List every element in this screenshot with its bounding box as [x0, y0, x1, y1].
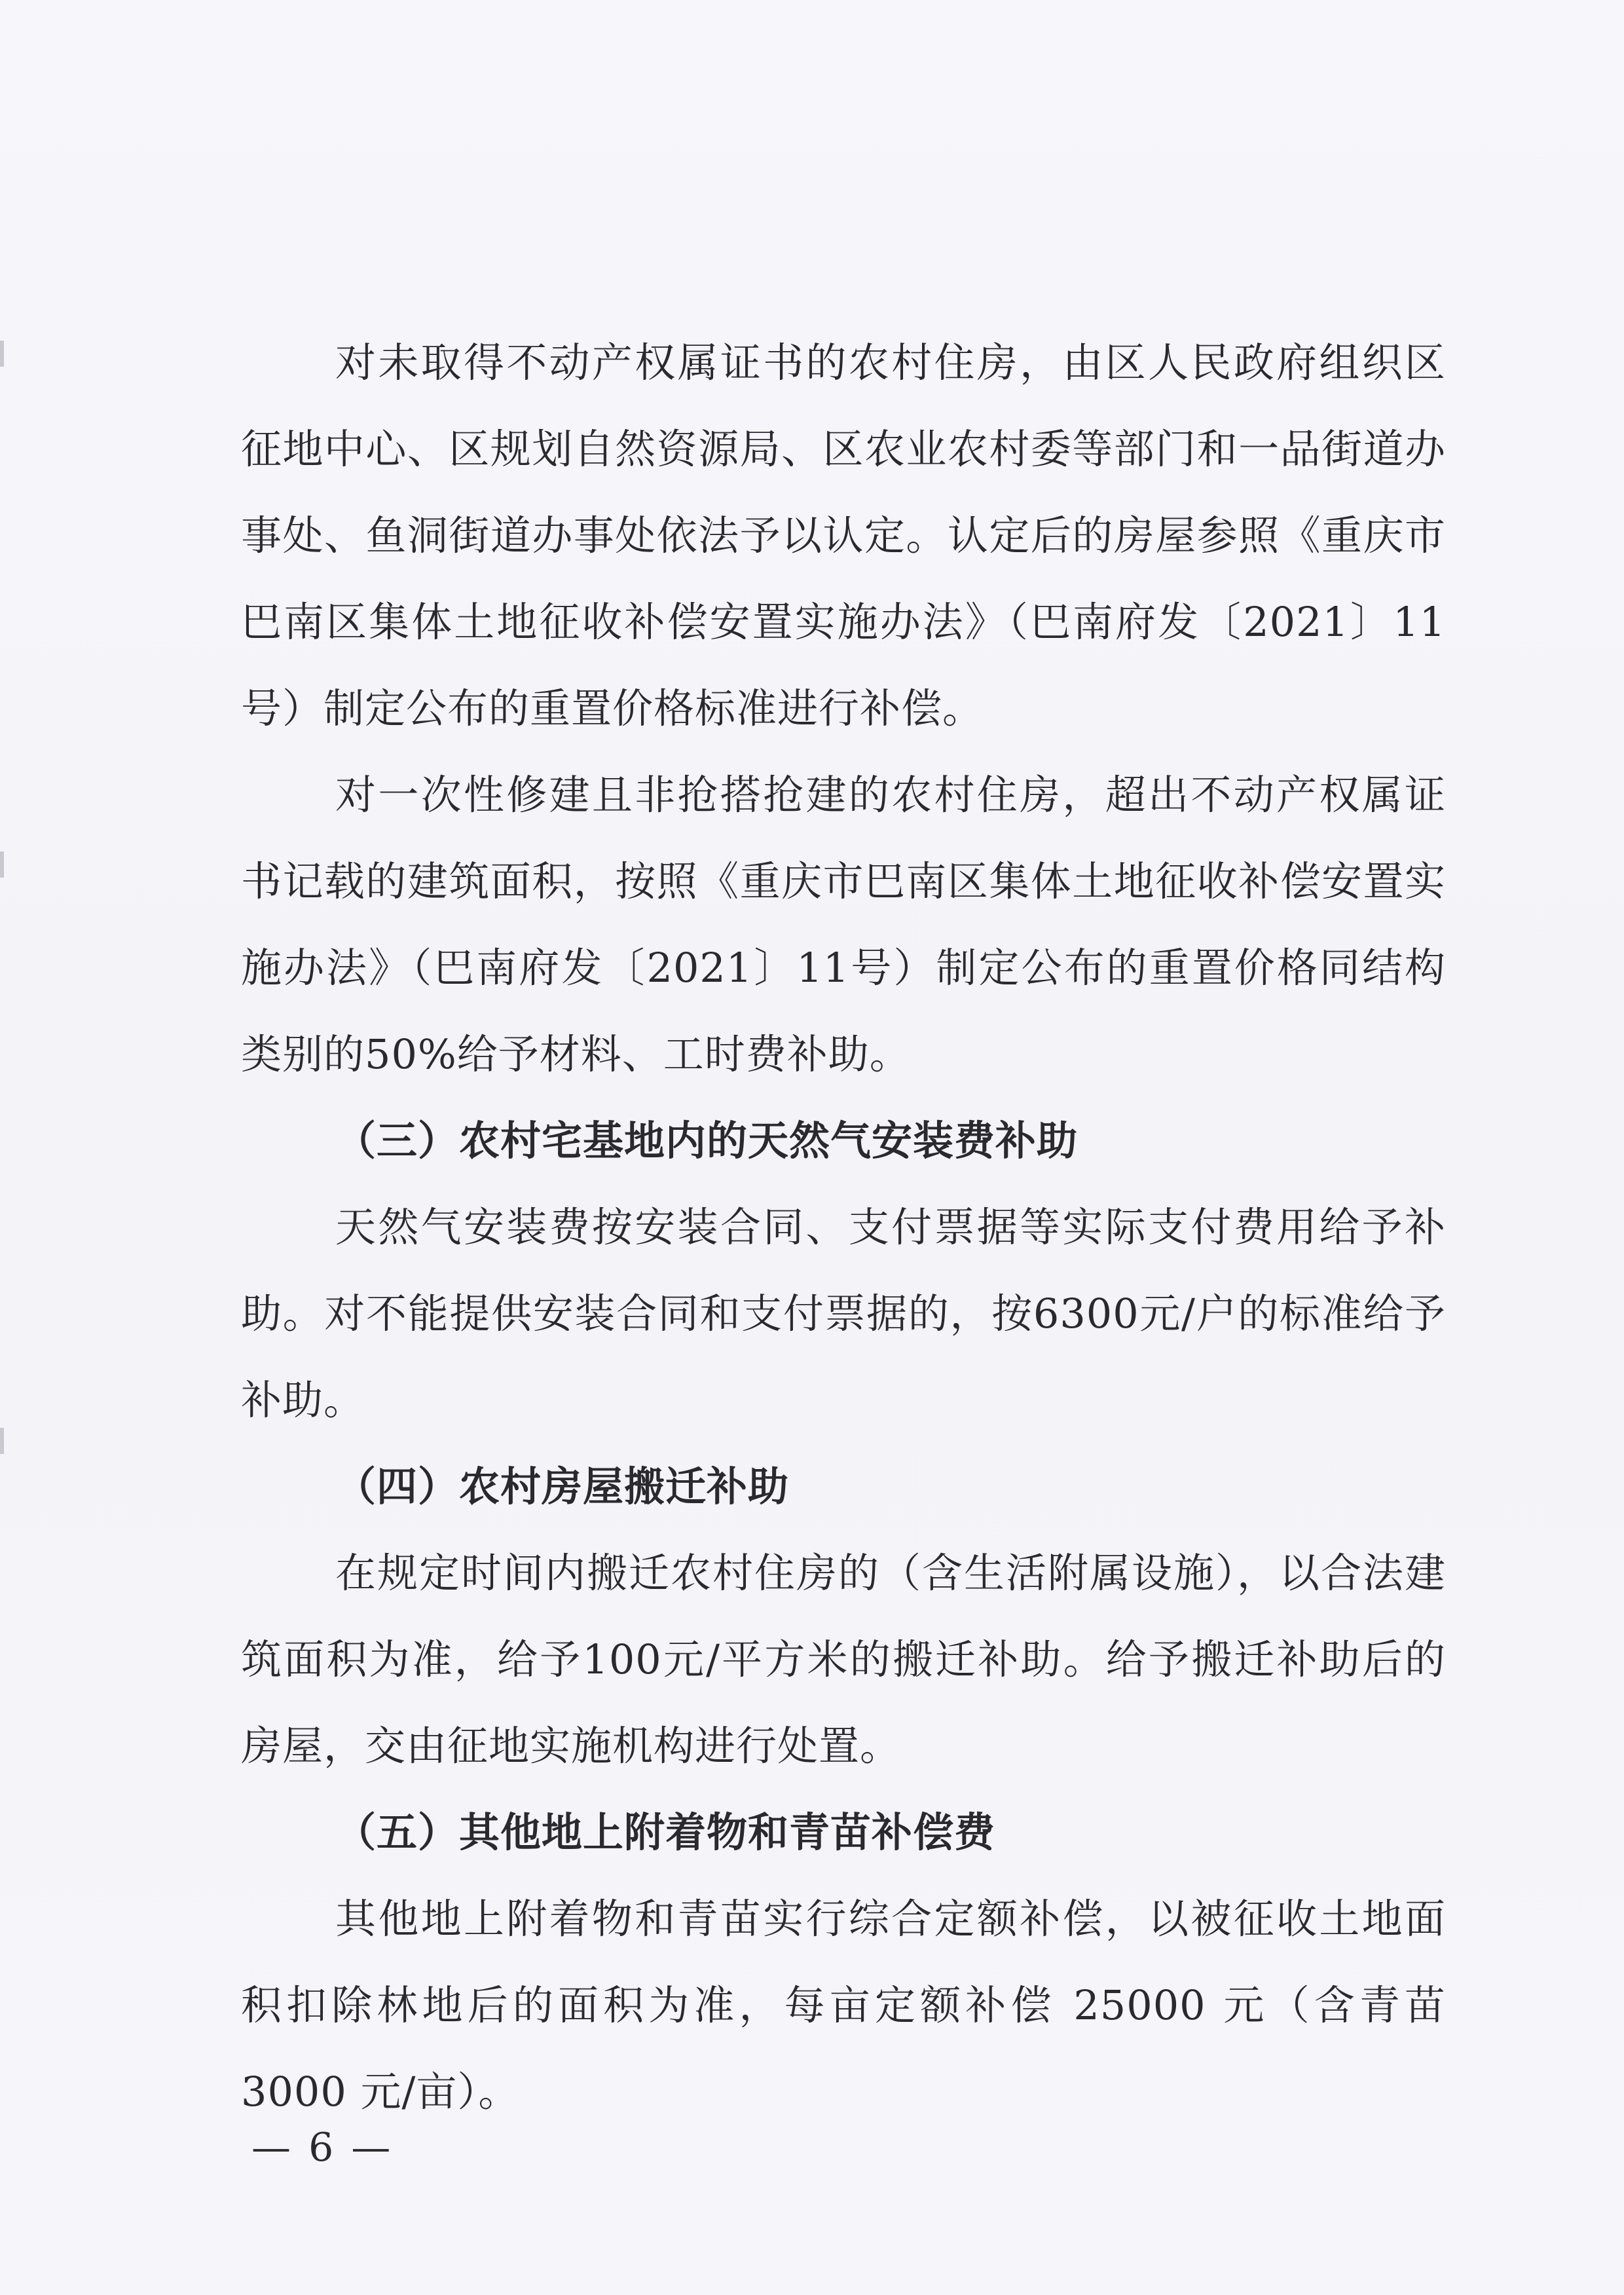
paragraph: 对一次性修建且非抢搭抢建的农村住房，超出不动产权属证书记载的建筑面积，按照《重庆市巴南区集体土地征收补偿安置实施办法》（巴南府发〔2021〕11号）制定公布的重置价格同结构类别的50%给予材料、工时费补助。	[241, 771, 1446, 1078]
paragraph: 对未取得不动产权属证书的农村住房，由区人民政府组织区征地中心、区规划自然资源局、区农业农村委等部门和一品街道办事处、鱼洞街道办事处依法予以认定。认定后的房屋参照《重庆市巴南区集体土地征收补偿安置实施办法》（巴南府发〔2021〕11号）制定公布的重置价格标准进行补偿。	[241, 339, 1446, 732]
scan-edge-mark	[0, 341, 4, 367]
section-heading: （三）农村宅基地内的天然气安装费补助	[335, 1117, 1079, 1165]
paragraph: 在规定时间内搬迁农村住房的（含生活附属设施），以合法建筑面积为准，给予100元/平方米的搬迁补助。给予搬迁补助后的房屋，交由征地实施机构进行处置。	[241, 1549, 1446, 1770]
scan-edge-mark	[0, 1428, 4, 1454]
document-body	[241, 320, 1446, 2135]
paragraph: 天然气安装费按安装合同、支付票据等实际支付费用给予补助。对不能提供安装合同和支付票据的，按6300元/户的标准给予补助。	[241, 1203, 1446, 1424]
scan-edge-mark	[0, 851, 4, 878]
paragraph: 其他地上附着物和青苗实行综合定额补偿，以被征收土地面积扣除林地后的面积为准，每亩定额补偿 25000 元（含青苗3000 元/亩）。	[241, 1895, 1446, 2116]
page-number: — 6 —	[251, 2125, 394, 2171]
section-heading: （五）其他地上附着物和青苗补偿费	[335, 1808, 996, 1856]
section-heading: （四）农村房屋搬迁补助	[335, 1463, 790, 1510]
